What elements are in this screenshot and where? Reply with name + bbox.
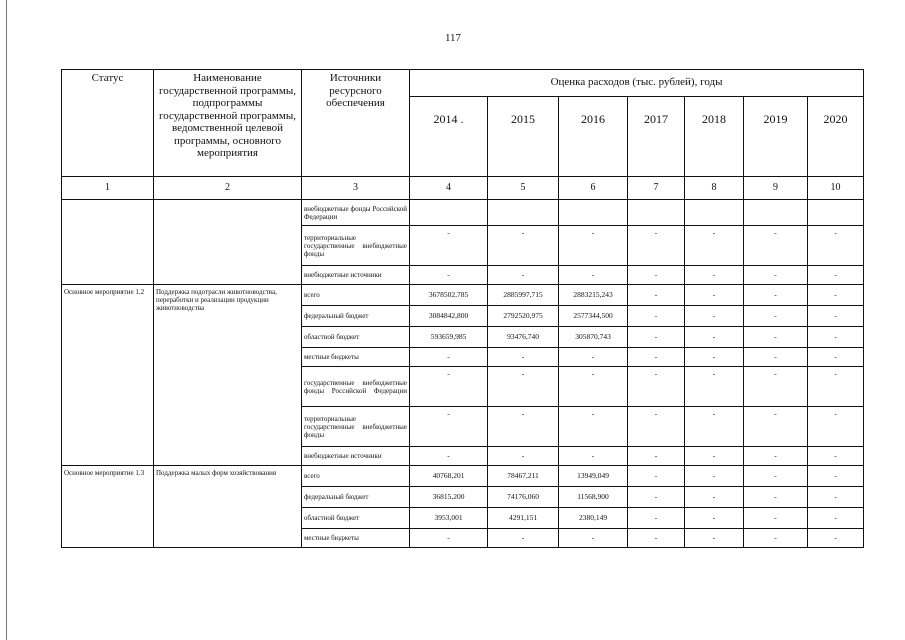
value-cell [559, 200, 628, 226]
value-cell: - [628, 529, 685, 548]
value-cell: 3678502,785 [410, 285, 488, 306]
value-cell [410, 200, 488, 226]
value-cell: - [808, 529, 864, 548]
value-cell: 2792520,975 [488, 306, 559, 327]
value-cell: - [628, 487, 685, 508]
funding-source-cell: внебюджетные фонды Российской Федерации [302, 200, 410, 226]
value-cell: - [808, 508, 864, 529]
value-cell: - [685, 266, 744, 285]
value-cell: - [628, 306, 685, 327]
value-cell: 74176,060 [488, 487, 559, 508]
value-cell: 3953,001 [410, 508, 488, 529]
funding-source-cell: областной бюджет [302, 327, 410, 348]
column-number: 9 [744, 177, 808, 200]
value-cell: - [744, 529, 808, 548]
value-cell: 78467,211 [488, 466, 559, 487]
funding-source-cell: всего [302, 285, 410, 306]
measure-name-cell: Поддержка малых форм хозяйствования [154, 466, 302, 548]
value-cell: 4291,151 [488, 508, 559, 529]
value-cell: - [744, 226, 808, 266]
value-cell: - [488, 529, 559, 548]
value-cell: - [744, 447, 808, 466]
value-cell: - [628, 285, 685, 306]
value-cell: - [685, 466, 744, 487]
value-cell: - [685, 367, 744, 407]
value-cell: - [410, 266, 488, 285]
value-cell: - [628, 367, 685, 407]
value-cell: - [488, 367, 559, 407]
value-cell: 93476,740 [488, 327, 559, 348]
value-cell: - [559, 266, 628, 285]
value-cell: - [808, 466, 864, 487]
value-cell: - [808, 348, 864, 367]
value-cell: - [808, 226, 864, 266]
value-cell: - [685, 508, 744, 529]
value-cell: - [559, 529, 628, 548]
value-cell: - [628, 447, 685, 466]
column-number: 2 [154, 177, 302, 200]
value-cell: - [685, 529, 744, 548]
table-row [62, 200, 864, 226]
value-cell: - [410, 529, 488, 548]
value-cell: - [559, 226, 628, 266]
value-cell: - [559, 447, 628, 466]
header-status: Статус [62, 70, 154, 177]
table-row [62, 466, 864, 487]
value-cell: - [410, 447, 488, 466]
value-cell: - [744, 487, 808, 508]
funding-source-cell: внебюджетные источники [302, 266, 410, 285]
column-number: 4 [410, 177, 488, 200]
funding-source-cell: федеральный бюджет [302, 306, 410, 327]
value-cell: - [488, 348, 559, 367]
value-cell: - [744, 306, 808, 327]
funding-source-cell: внебюджетные источники [302, 447, 410, 466]
value-cell: - [808, 407, 864, 447]
value-cell: - [744, 348, 808, 367]
value-cell: - [685, 285, 744, 306]
column-number: 5 [488, 177, 559, 200]
header-year: 2015 [488, 97, 559, 177]
value-cell: 11568,900 [559, 487, 628, 508]
value-cell: 2883215,243 [559, 285, 628, 306]
value-cell: - [559, 407, 628, 447]
value-cell: - [685, 407, 744, 447]
value-cell: 3084842,800 [410, 306, 488, 327]
funding-source-cell: федеральный бюджет [302, 487, 410, 508]
funding-source-cell: местные бюджеты [302, 348, 410, 367]
value-cell [488, 200, 559, 226]
value-cell: - [628, 327, 685, 348]
value-cell: - [488, 407, 559, 447]
value-cell: - [744, 407, 808, 447]
measure-name-cell: Поддержка подотрасли животноводства, переработки и реализации продукции животноводства [154, 285, 302, 466]
value-cell: - [808, 266, 864, 285]
header-year: 2014 . [410, 97, 488, 177]
value-cell: - [744, 466, 808, 487]
value-cell [685, 200, 744, 226]
measure-name-cell [154, 200, 302, 285]
funding-source-cell: всего [302, 466, 410, 487]
column-number: 6 [559, 177, 628, 200]
value-cell: - [410, 348, 488, 367]
value-cell: - [685, 327, 744, 348]
status-cell [62, 200, 154, 285]
value-cell: - [628, 348, 685, 367]
table-body [62, 200, 864, 548]
value-cell: - [410, 226, 488, 266]
value-cell: 13949,049 [559, 466, 628, 487]
funding-source-cell: областной бюджет [302, 508, 410, 529]
value-cell: - [628, 266, 685, 285]
value-cell: 2380,149 [559, 508, 628, 529]
value-cell: 40768,201 [410, 466, 488, 487]
value-cell: - [628, 407, 685, 447]
column-number-row [62, 177, 864, 200]
value-cell: - [559, 367, 628, 407]
value-cell: 2577344,500 [559, 306, 628, 327]
value-cell: - [685, 487, 744, 508]
value-cell: - [685, 447, 744, 466]
header-year: 2017 [628, 97, 685, 177]
header-year: 2020 [808, 97, 864, 177]
funding-source-cell: местные бюджеты [302, 529, 410, 548]
value-cell: - [808, 285, 864, 306]
value-cell: - [559, 348, 628, 367]
value-cell: - [808, 306, 864, 327]
value-cell: - [744, 327, 808, 348]
scan-left-edge [6, 0, 7, 640]
column-number: 1 [62, 177, 154, 200]
value-cell: - [685, 348, 744, 367]
funding-source-cell: государственные внебюджетные фонды Российской Федерации [302, 367, 410, 407]
column-number: 10 [808, 177, 864, 200]
header-year: 2018 [685, 97, 744, 177]
value-cell: 593659,985 [410, 327, 488, 348]
column-number: 8 [685, 177, 744, 200]
table-row [62, 285, 864, 306]
value-cell: - [488, 226, 559, 266]
value-cell: - [744, 285, 808, 306]
header-name: Наименование государственной программы, подпрограммы государственной программы, ведомственной целевой программы, основного мероприятия [154, 70, 302, 177]
value-cell: - [808, 367, 864, 407]
value-cell: - [628, 226, 685, 266]
page-number: 117 [444, 32, 462, 44]
value-cell: - [410, 407, 488, 447]
funding-source-cell: территориальные государственные внебюджетные фонды [302, 407, 410, 447]
expense-table [61, 69, 864, 548]
header-sources: Источники ресурсного обеспечения [302, 70, 410, 177]
value-cell: - [744, 266, 808, 285]
value-cell: - [628, 508, 685, 529]
funding-source-cell: территориальные государственные внебюджетные фонды [302, 226, 410, 266]
status-cell: Основное мероприятие 1.3 [62, 466, 154, 548]
value-cell: - [628, 466, 685, 487]
value-cell [744, 200, 808, 226]
header-year: 2016 [559, 97, 628, 177]
value-cell: - [744, 367, 808, 407]
value-cell: - [808, 447, 864, 466]
value-cell: 36815,200 [410, 487, 488, 508]
value-cell: - [410, 367, 488, 407]
status-cell: Основное мероприятие 1.2 [62, 285, 154, 466]
value-cell [628, 200, 685, 226]
column-number: 3 [302, 177, 410, 200]
value-cell: - [488, 266, 559, 285]
value-cell: - [685, 226, 744, 266]
header-row-1 [62, 70, 864, 97]
value-cell: - [744, 508, 808, 529]
value-cell: 305870,743 [559, 327, 628, 348]
value-cell [808, 200, 864, 226]
value-cell: - [685, 306, 744, 327]
header-year: 2019 [744, 97, 808, 177]
value-cell: - [808, 327, 864, 348]
value-cell: 2885997,715 [488, 285, 559, 306]
value-cell: - [488, 447, 559, 466]
header-estimate: Оценка расходов (тыс. рублей), годы [410, 70, 864, 97]
value-cell: - [808, 487, 864, 508]
column-number: 7 [628, 177, 685, 200]
